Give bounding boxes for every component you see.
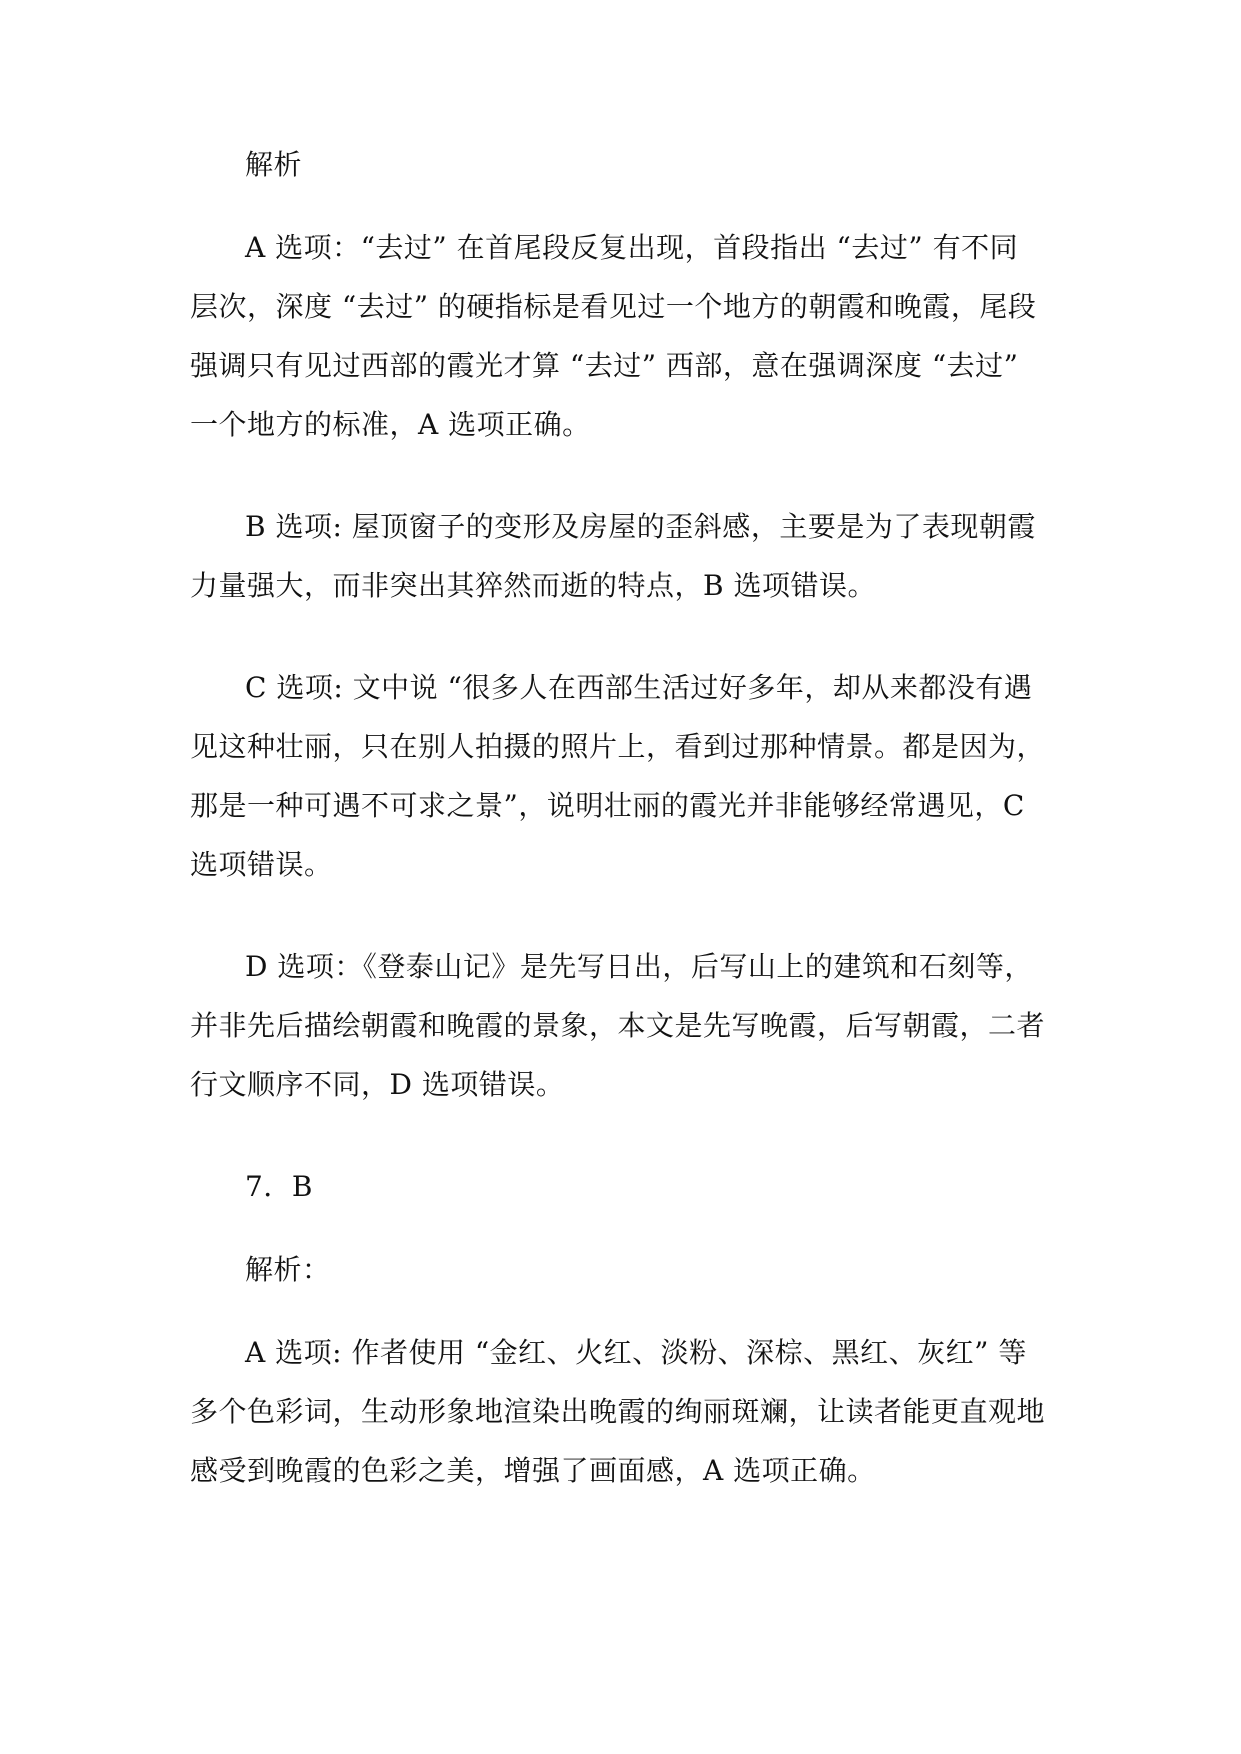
paragraph-line: 感受到晚霞的色彩之美，增强了画面感，A 选项正确。 [190,1454,876,1487]
paragraph-line: D 选项：《登泰山记》是先写日出，后写山上的建筑和石刻等， [245,950,1033,983]
heading-analysis: 解析 [245,148,303,181]
paragraph-line: 一个地方的标准，A 选项正确。 [190,408,591,441]
paragraph-line: 强调只有见过西部的霞光才算 “去过” 西部，意在强调深度 “去过” [190,349,1019,382]
paragraph-line: B 选项: 屋顶窗子的变形及房屋的歪斜感，主要是为了表现朝霞 [245,510,1036,543]
paragraph-line: 层次，深度 “去过” 的硬指标是看见过一个地方的朝霞和晚霞，尾段 [190,290,1037,323]
answer-number: 7．B [245,1170,313,1203]
paragraph-line: 行文顺序不同，D 选项错误。 [190,1068,565,1101]
paragraph-line: 力量强大，而非突出其猝然而逝的特点，B 选项错误。 [190,569,876,602]
paragraph-line: 并非先后描绘朝霞和晚霞的景象，本文是先写晚霞，后写朝霞，二者 [190,1009,1046,1042]
paragraph-line: A 选项: 作者使用 “金红、火红、淡粉、深棕、黑红、灰红” 等 [245,1336,1027,1369]
paragraph-line: A 选项：“去过” 在首尾段反复出现，首段指出 “去过” 有不同 [245,231,1019,264]
heading-analysis: 解析： [245,1253,331,1286]
paragraph-line: 选项错误。 [190,848,333,881]
paragraph-line: 见这种壮丽，只在别人拍摄的照片上，看到过那种情景。都是因为， [190,730,1046,763]
paragraph-line: C 选项: 文中说 “很多人在西部生活过好多年，却从来都没有遇 [245,671,1033,704]
paragraph-line: 多个色彩词，生动形象地渲染出晚霞的绚丽斑斓，让读者能更直观地 [190,1395,1046,1428]
paragraph-line: 那是一种可遇不可求之景”，说明壮丽的霞光并非能够经常遇见，C [190,789,1025,822]
